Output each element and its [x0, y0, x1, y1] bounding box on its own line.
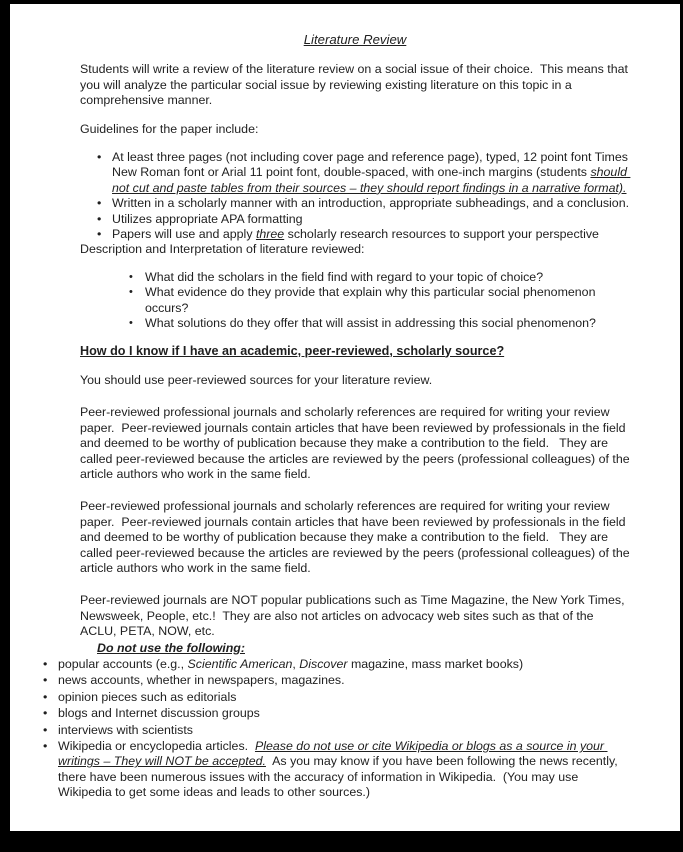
- guideline-sources-pre: Papers will use and apply: [112, 227, 256, 242]
- donot-item-news-accounts: • news accounts, whether in newspapers, magazines.: [42, 673, 630, 688]
- guideline-item-formatting: [95, 150, 630, 196]
- three-sources-emphasis: three: [255, 227, 285, 242]
- popular-accounts-sep: ,: [292, 657, 300, 671]
- donot-item-wikipedia: [42, 739, 630, 801]
- intro-paragraph: Students will write a review of the literature review on a social issue of their choice. This means that you will analyze the particular social issue by reviewing existing literature on this topic in a comprehensive manner.: [80, 62, 632, 108]
- discover-title: Discover: [299, 657, 348, 671]
- popular-accounts-pre: popular accounts (e.g.,: [58, 657, 188, 671]
- donot-item-blogs: • blogs and Internet discussion groups: [42, 706, 630, 721]
- do-not-use-heading: Do not use the following:: [97, 640, 245, 655]
- guideline-formatting-text: At least three pages (not including cover page and reference page), typed, 12 point font Times New Roman font or Arial 11 point font, double-spaced, with one-inch margins (students: [112, 150, 632, 180]
- guidelines-list: [80, 150, 630, 242]
- peer-review-paragraph-2: Peer-reviewed professional journals and scholarly references are required for writing your review paper. Peer-reviewed journals contain articles that have been reviewed by professionals in the field and deemed to be worthy of publication because they make a contribution to the field. They are called peer-reviewed because the articles are reviewed by the peers (professional colleagues) of the article authors who work in the same field.: [80, 499, 634, 575]
- not-popular-publications-paragraph: Peer-reviewed journals are NOT popular publications such as Time Magazine, the New York Times, Newsweek, People, etc.! They are also not articles on advocacy web sites such as that of the ACLU, PETA, NOW, etc.: [80, 593, 628, 639]
- guideline-item-sources: [95, 227, 630, 242]
- wikipedia-post: As you may know if you have been following the news recently, there have been numerous issues with the accuracy of information in Wikipedia. (You may use Wikipedia to get some ideas and leads to other sources.): [58, 754, 622, 800]
- peer-review-note: You should use peer-reviewed sources for your literature review.: [80, 372, 433, 387]
- questions-list: [80, 270, 630, 332]
- wikipedia-pre: Wikipedia or encyclopedia articles.: [58, 739, 255, 754]
- description-interpretation-line: Description and Interpretation of literature reviewed:: [80, 242, 365, 257]
- guideline-sources-post: scholarly research resources to support your perspective: [284, 227, 599, 242]
- popular-accounts-post: magazine, mass market books): [347, 657, 524, 671]
- donot-item-interviews: • interviews with scientists: [42, 723, 630, 738]
- guideline-item-apa: • Utilizes appropriate APA formatting: [95, 212, 630, 227]
- question-item-scholars: • What did the scholars in the field find with regard to your topic of choice?: [127, 270, 630, 285]
- question-item-solutions: • What solutions do they offer that will assist in addressing this social phenomenon?: [127, 316, 630, 331]
- donot-item-popular-accounts: [42, 657, 630, 672]
- wikipedia-warning: Please do not use or cite Wikipedia or blogs as a source in your writings – They will NOT be accepted.: [58, 739, 608, 769]
- guideline-item-scholarly-manner: • Written in a scholarly manner with an introduction, appropriate subheadings, and a conclusion.: [95, 196, 630, 211]
- donot-item-opinion-pieces: • opinion pieces such as editorials: [42, 690, 630, 705]
- document-title: Literature Review: [303, 32, 407, 47]
- do-not-use-list: [42, 657, 630, 801]
- scientific-american-title: Scientific American: [187, 657, 293, 671]
- guidelines-lead: Guidelines for the paper include:: [80, 121, 259, 136]
- peer-review-paragraph-1: Peer-reviewed professional journals and scholarly references are required for writing your review paper. Peer-reviewed journals contain articles that have been reviewed by professionals in the field and deemed to be worthy of publication because they make a contribution to the field. They are called peer-reviewed because the articles are reviewed by the peers (professional colleagues) of the article authors who work in the same field.: [80, 405, 634, 481]
- document-page: [10, 4, 680, 831]
- question-item-evidence: • What evidence do they provide that explain why this particular social phenomenon occurs?: [127, 285, 630, 316]
- source-section-heading: How do I know if I have an academic, peer-reviewed, scholarly source?: [80, 343, 505, 358]
- no-paste-warning: should not cut and paste tables from their sources – they should report findings in a narrative format).: [112, 165, 631, 195]
